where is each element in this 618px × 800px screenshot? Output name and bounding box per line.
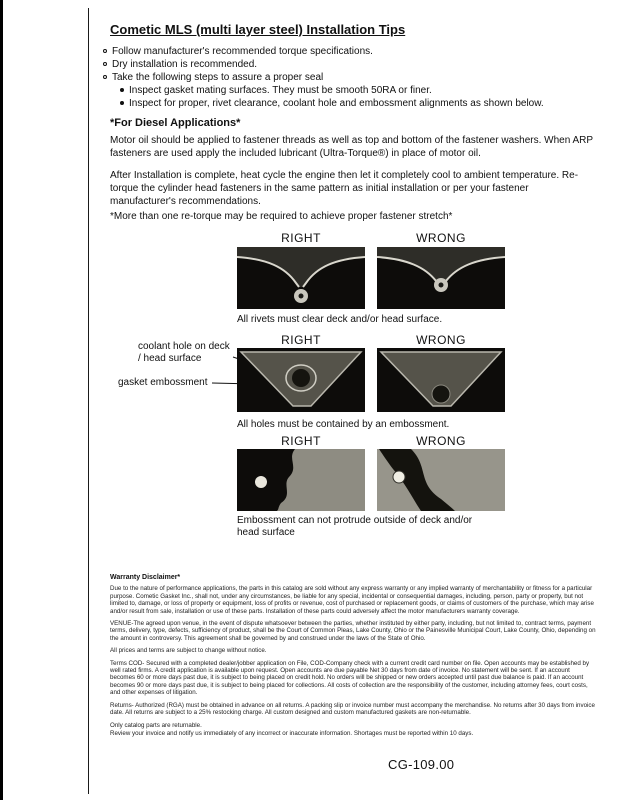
circle-bullet-icon — [103, 49, 107, 53]
diagram-caption: All holes must be contained by an embossment. — [237, 419, 450, 430]
disclaimer-paragraph: All prices and terms are subject to change without notice. — [110, 647, 267, 655]
installation-tips-list — [103, 45, 595, 110]
diagram-rivet-right-image — [237, 247, 365, 309]
warranty-disclaimer-section — [110, 574, 596, 742]
diesel-paragraph: Motor oil should be applied to fastener threads as well as top and bottom of the fastener washers. When ARP fasteners are used apply the included lubricant (Ultra-Torque®) in place of motor oil. — [110, 135, 593, 159]
disclaimer-paragraph: Only catalog parts are returnable. — [110, 721, 202, 729]
diagram-caption: Embossment can not protrude outside of deck and/or head surface — [237, 515, 473, 538]
diagram-protrusion-right-image — [237, 449, 365, 511]
circle-bullet-icon — [103, 62, 107, 66]
circle-bullet-icon — [103, 75, 107, 79]
diesel-paragraph: After Installation is complete, heat cycle the engine then let it completely cool to ambient temperature. Re-torque the cylinder head fasteners in the same pattern as initial installation or per your fastener manufacturer's recommendations. — [110, 170, 579, 207]
wrong-label: WRONG — [416, 333, 466, 347]
dot-bullet-icon — [120, 88, 124, 92]
disclaimer-paragraph: Terms COD- Secured with a completed dealer/jobber application on File, COD-Company check with a current credit card number on file. Open accounts may be established by well rated firms. A credit application is available upon request. Open accounts are due payable Net 30 days from date of invoice. No statement will be sent. If an account becomes 60 or more days past due, it is subject to being placed on credit hold. No orders will be shipped or new orders accepted until past due balance is paid. If an account becomes 90 or more days past due, it is subject to being placed for collections. All costs of collection are the responsibility of the customer, including attorney fees, court costs, and other expenses of litigation. — [110, 659, 590, 697]
wrong-label: WRONG — [416, 231, 466, 245]
tip-text: Inspect for proper, rivet clearance, coolant hole and embossment alignments as shown below. — [129, 98, 544, 109]
list-item — [103, 58, 595, 71]
tip-text: Take the following steps to assure a proper seal — [112, 72, 324, 83]
dot-bullet-icon — [120, 101, 124, 105]
diagram-rivet-wrong-image — [377, 247, 505, 309]
list-item — [103, 71, 595, 84]
right-label: RIGHT — [281, 333, 321, 347]
tip-text: Follow manufacturer's recommended torque specifications. — [112, 46, 373, 57]
disclaimer-paragraph: VENUE-The agreed upon venue, in the event of dispute whatsoever between the parties, whether instituted by either party, including, but not limited to, contract terms, payment terms, delivery, type, defects, sufficiency of product, shall be the Court of Common Pleas, Lake County, Ohio or the Painesville Municipal Court, Lake County, Ohio, depending on the amount in controversy. This agreement shall be governed by and construed under the laws of the State of Ohio. — [110, 620, 596, 642]
diagram-embossment-wrong-image — [377, 348, 505, 412]
scan-edge-strip — [0, 0, 3, 800]
list-item — [120, 84, 595, 97]
disclaimer-paragraph: Review your invoice and notify us immediately of any incorrect or inaccurate information. Shortages must be reported within 10 days. — [110, 729, 474, 737]
tip-text: Inspect gasket mating surfaces. They must be smooth 50RA or finer. — [129, 85, 432, 96]
right-label: RIGHT — [281, 231, 321, 245]
disclaimer-paragraph: Returns- Authorized (RGA) must be obtained in advance on all returns. A packing slip or invoice number must accompany the merchandise. No returns after 30 days from invoice date. All returns are subject to a 25% restocking charge. All custom designed and custom manufactured gaskets are non-returnable. — [110, 701, 595, 717]
diagram-protrusion-wrong-image — [377, 449, 505, 511]
page-number: CG-109.00 — [388, 757, 455, 772]
warranty-disclaimer-heading: Warranty Disclaimer* — [110, 574, 181, 581]
gasket-embossment-annotation: gasket embossment — [118, 377, 208, 388]
right-label: RIGHT — [281, 434, 321, 448]
page-title: Cometic MLS (multi layer steel) Installation Tips — [110, 22, 406, 37]
diagram-caption: All rivets must clear deck and/or head surface. — [237, 314, 443, 325]
coolant-hole-annotation: coolant hole on deck / head surface — [138, 341, 230, 364]
list-item — [103, 45, 595, 58]
retorque-note: *More than one re-torque may be required to achieve proper fastener stretch* — [110, 211, 453, 222]
list-item — [120, 97, 595, 110]
left-margin-rule — [88, 8, 89, 794]
wrong-label: WRONG — [416, 434, 466, 448]
diesel-applications-heading: *For Diesel Applications* — [110, 117, 241, 129]
disclaimer-paragraph: Due to the nature of performance applications, the parts in this catalog are sold without any express warranty or any implied warranty of merchantability or fitness for a particular purpose. Cometic Gasket Inc., shall not, under any circumstances, be liable for any special, incidental or consequential damages, including, person, party or property, but not limited to, damage, or loss of property or equipment, loss of profits or revenue, cost of purchased or replacement goods, or claims of customers of the purchase, which may arise and/or result from sale, installation or use of these parts. Installation of these parts could adversely affect the motor manufacturers warranty coverage. — [110, 585, 594, 615]
tip-text: Dry installation is recommended. — [112, 59, 258, 70]
diagram-embossment-right-image — [237, 348, 365, 412]
